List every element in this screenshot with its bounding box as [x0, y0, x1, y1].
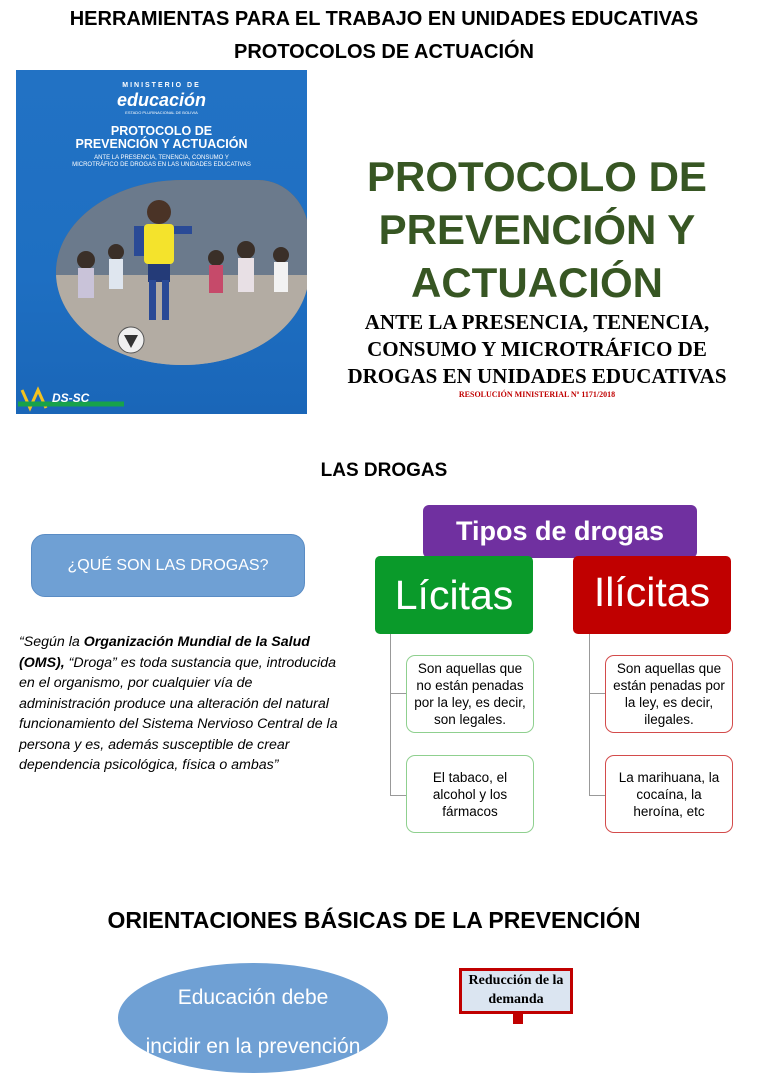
ilicitas-examples-box: La marihuana, la cocaína, la heroína, etc — [605, 755, 733, 833]
definition-intro: “Según la — [19, 634, 84, 650]
oms-definition-text — [19, 632, 341, 776]
licitas-connector-2 — [390, 795, 406, 796]
cover-title — [16, 125, 307, 151]
main-title-line1: PROTOCOLO DE — [367, 153, 707, 200]
educacion-oval — [118, 963, 388, 1073]
licitas-box — [375, 556, 533, 634]
main-title-line3: ACTUACIÓN — [411, 259, 663, 306]
cover-photo-illustration — [56, 180, 307, 365]
cover-dssc-logo — [16, 384, 126, 414]
cover-estado-label: ESTADO PLURINACIONAL DE BOLIVIA — [125, 110, 198, 115]
dssc-logo-text: DS-SC — [52, 391, 90, 405]
reduccion-line2: demanda — [488, 992, 544, 1007]
licitas-connector-1 — [390, 693, 406, 694]
cover-subtitle — [16, 155, 307, 169]
ilicitas-connector-1 — [589, 693, 605, 694]
main-subtitle-line1: ANTE LA PRESENCIA, TENENCIA, — [364, 310, 710, 334]
reduccion-demanda-box — [459, 968, 573, 1014]
ilicitas-box — [573, 556, 731, 634]
protocol-cover-image — [16, 70, 307, 414]
definition-organization: Organización Mundial de la Salud (OMS), — [19, 634, 310, 671]
definition-body: “Droga” es toda sustancia que, introducida en el organismo, por cualquier vía de administración produce una alteración del natural funcionamiento del Sistema Nervioso Central de la persona y es, además susceptible de crear dependencia psicológica, física o ambas” — [19, 654, 338, 773]
cover-title-line2: PREVENCIÓN Y ACTUACIÓN — [75, 137, 248, 151]
tipos-de-drogas-heading: Tipos de drogas — [423, 505, 697, 558]
ilicitas-definition-box: Son aquellas que están penadas por la ley, es decir, ilegales. — [605, 655, 733, 733]
ilicitas-label: Ilícitas — [593, 568, 711, 615]
section-title-orientaciones: ORIENTACIONES BÁSICAS DE LA PREVENCIÓN — [107, 907, 641, 933]
cover-ministerio-label: MINISTERIO DE — [122, 82, 201, 89]
cover-photo-children-football — [56, 180, 307, 365]
section-title-las-drogas: LAS DROGAS — [320, 460, 448, 481]
cover-subtitle-line1: ANTE LA PRESENCIA, TENENCIA, CONSUMO Y — [94, 155, 229, 161]
reduccion-arrow-icon — [513, 1014, 523, 1024]
ilicitas-connector-2 — [589, 795, 605, 796]
licitas-examples-box: El tabaco, el alcohol y los fármacos — [406, 755, 534, 833]
main-subtitle — [312, 309, 762, 390]
que-son-las-drogas-box: ¿QUÉ SON LAS DROGAS? — [31, 534, 305, 597]
cover-subtitle-line2: MICROTRÁFICO DE DROGAS EN LAS UNIDADES EDUCATIVAS — [72, 162, 251, 168]
educacion-line2: incidir en la prevención — [145, 1035, 361, 1058]
cover-title-line1: PROTOCOLO DE — [110, 124, 213, 138]
main-subtitle-line2: CONSUMO Y MICROTRÁFICO DE — [367, 337, 707, 361]
dssc-logo-icon — [16, 384, 126, 414]
main-subtitle-line3: DROGAS EN UNIDADES EDUCATIVAS — [347, 364, 727, 388]
ilicitas-connector-vertical — [589, 634, 590, 796]
cover-educacion-logo: educación — [116, 90, 207, 110]
educacion-line1: Educación debe — [177, 986, 329, 1009]
header-title-line2: PROTOCOLOS DE ACTUACIÓN — [233, 41, 534, 63]
licitas-connector-vertical — [390, 634, 391, 796]
main-title-line2: PREVENCIÓN Y — [378, 206, 696, 253]
main-title — [312, 150, 762, 309]
resolucion-label: RESOLUCIÓN MINISTERIAL Nº 1171/2018 — [458, 390, 616, 399]
reduccion-line1: Reducción de la — [468, 973, 564, 988]
licitas-label: Lícitas — [394, 571, 514, 618]
licitas-definition-box: Son aquellas que no están penadas por la ley, es decir, son legales. — [406, 655, 534, 733]
header-title-line1: HERRAMIENTAS PARA EL TRABAJO EN UNIDADES EDUCATIVAS — [69, 8, 699, 30]
